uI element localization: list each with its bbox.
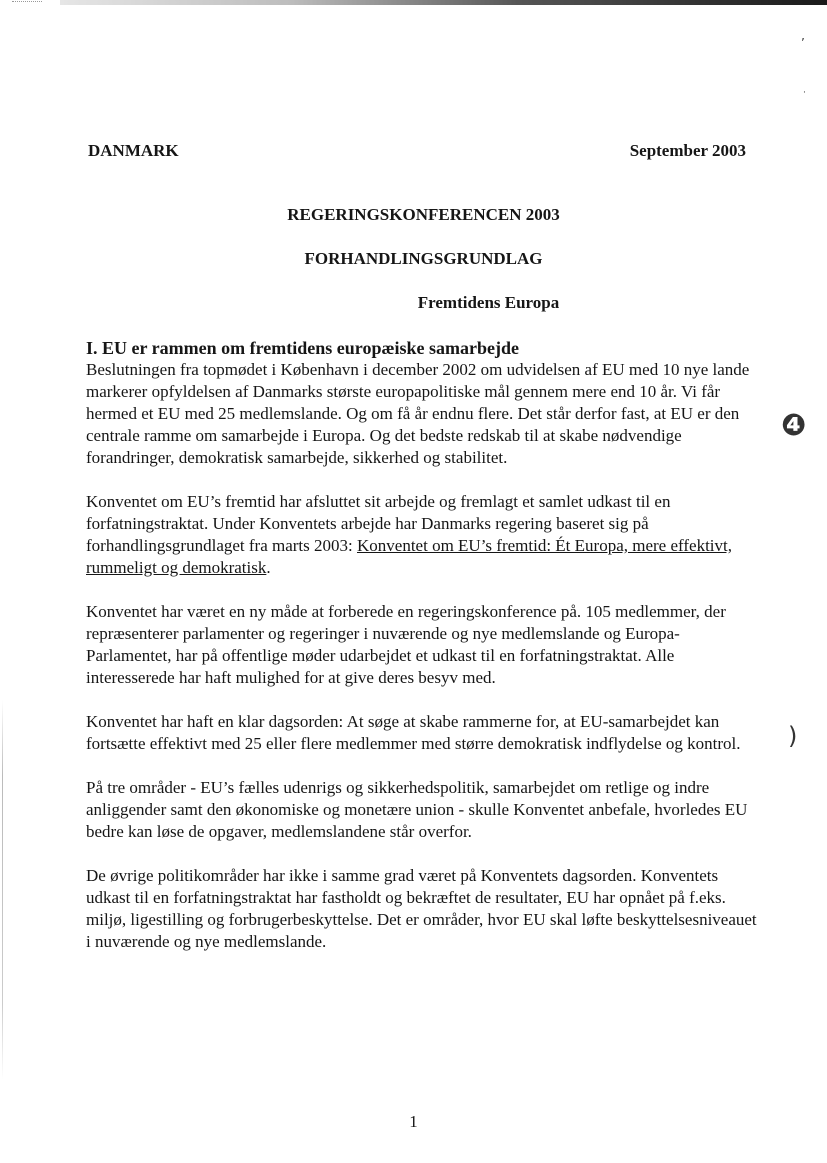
conference-title: REGERINGSKONFERENCEN 2003 (287, 205, 560, 224)
paragraph-2-text: Konventet om EU’s fremtid har afsluttet sit arbejde og fremlagt et samlet udkast til en forfatningstraktat. Under Konventets arbejde har Danmarks regering baseret sig på forhandlingsgrundlaget fra marts 2003: (86, 492, 671, 555)
scan-margin-line (2, 700, 3, 1080)
header-date: September 2003 (629, 141, 746, 160)
document-subtitle: Fremtidens Europa (417, 293, 560, 312)
scan-edge-artifact (60, 0, 827, 5)
scan-speck: ‧ (803, 88, 806, 98)
punch-hole-mark: ❹ (781, 408, 807, 443)
document-title: FORHANDLINGSGRUNDLAG (304, 249, 543, 268)
paragraph-6: De øvrige politikområder har ikke i samme grad været på Konventets dagsorden. Konventets udkast til en forfatningstraktat har fastholdt og bekræftet de resultater, EU har opnået på f.eks. miljø, ligestilling og forbrugerbeskyttelse. Det er områder, hvor EU skal løfte beskyttelsesniveauet i nuværende og nye medlemslande. (86, 866, 757, 951)
paragraph-1: Beslutningen fra topmødet i København i december 2002 om udvidelsen af EU med 10 nye lande markerer opfyldelsen af Danmarks største europapolitiske mål gennem mere end 10 år. Vi får hermed et EU med 25 medlemslande. Og om få år endnu flere. Det står derfor fast, at EU er den centrale ramme om samarbejde i Europa. Og det bedste redskab til at skabe nødvendige forandringer, demokratisk samarbejde, sikkerhed og stabilitet. (86, 360, 750, 467)
paragraph-4: Konventet har haft en klar dagsorden: At søge at skabe rammerne for, at EU-samarbejdet kan fortsætte effektivt med 25 eller flere medlemmer med større demokratisk indflydelse og kontrol. (86, 712, 741, 753)
header-country: DANMARK (88, 141, 179, 160)
section-heading: I. EU er rammen om fremtidens europæiske samarbejde (86, 338, 519, 358)
paragraph-2 (86, 491, 758, 579)
scan-edge-dots (12, 1, 42, 4)
scan-speck: ’ (801, 36, 805, 50)
punch-hole-mark: ) (788, 722, 798, 750)
body-content (86, 337, 758, 975)
paragraph-2-suffix: . (266, 558, 271, 577)
paragraph-5: På tre områder - EU’s fælles udenrigs og sikkerhedspolitik, samarbejdet om retlige og indre anliggender samt den økonomiske og monetære union - skulle Konventet anbefale, hvorledes EU bedre kan løse de opgaver, medlemslandene står overfor. (86, 778, 748, 841)
referenced-document-title: Konventet om EU’s fremtid: Ét Europa, mere effektivt, rummeligt og demokratisk (86, 536, 732, 577)
page-number: 1 (409, 1112, 418, 1131)
paragraph-3: Konventet har været en ny måde at forberede en regeringskonference på. 105 medlemmer, der repræsenterer parlamenter og regeringer i nuværende og nye medlemslande og Europa-Parlamentet, har på offentlige møder udarbejdet et udkast til en forfatningstraktat. Alle interesserede har haft mulighed for at give deres besyv med. (86, 602, 726, 687)
